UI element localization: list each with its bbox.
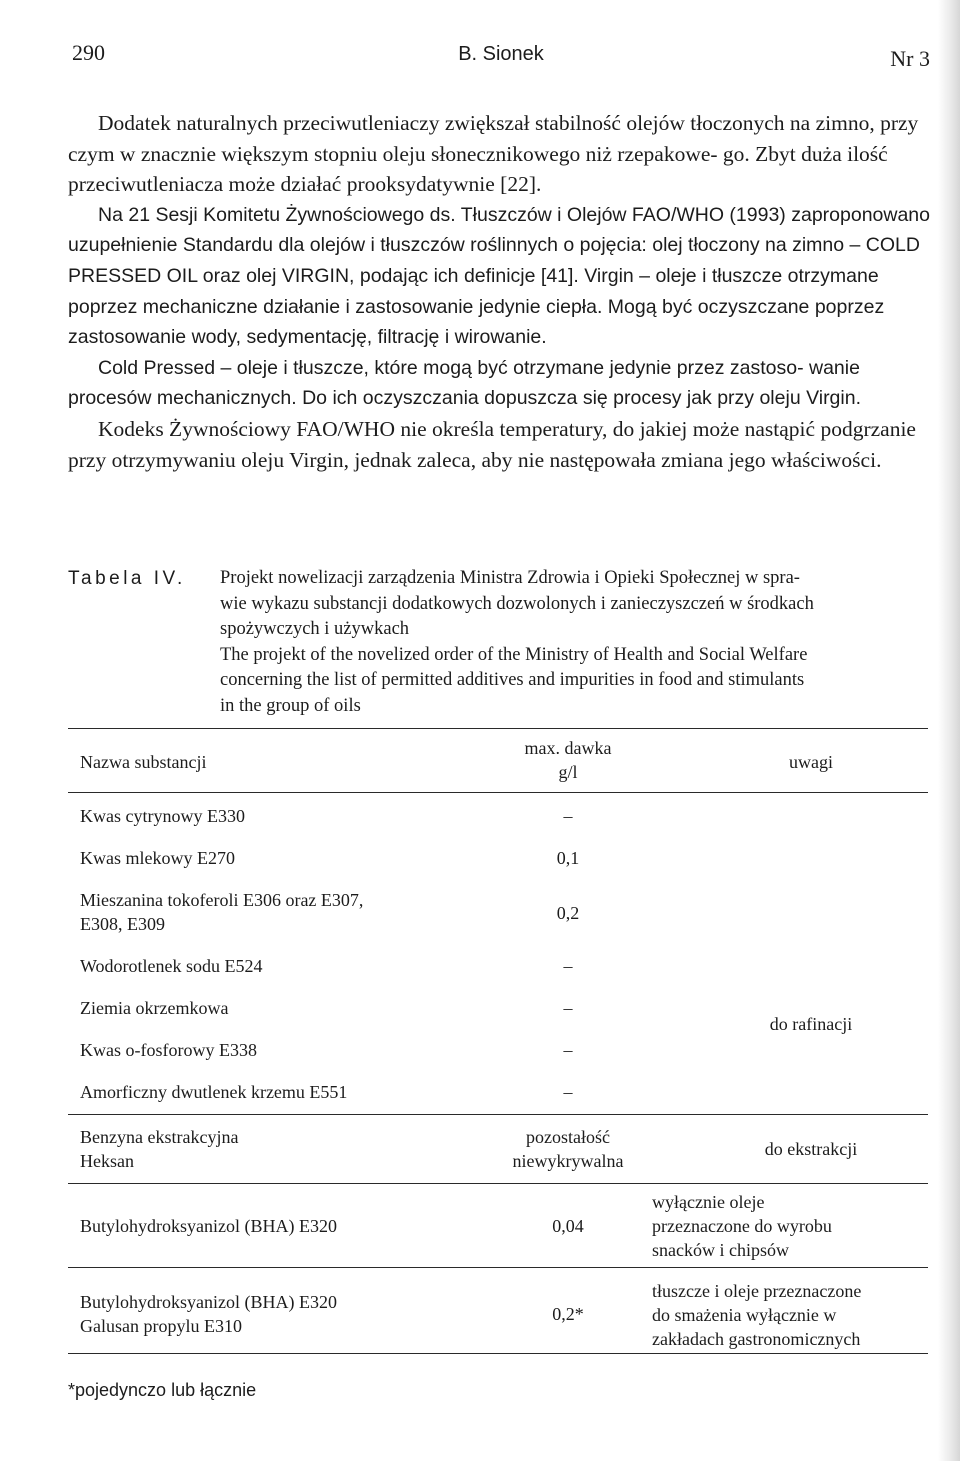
row-dose: 0,1 xyxy=(556,848,580,868)
row-dose: – xyxy=(563,998,573,1018)
row-dose: 0,04 xyxy=(552,1216,584,1236)
row-name: Ziemia okrzemkowa xyxy=(80,998,229,1018)
row-name-line: Heksan xyxy=(80,1151,134,1171)
row-name-line: Mieszanina tokoferoli E306 oraz E307, xyxy=(80,890,364,910)
table-label: Tabela IV. xyxy=(68,568,186,589)
row-name: Kwas o-fosforowy E338 xyxy=(80,1040,257,1060)
table-rule-header xyxy=(68,792,928,793)
header-dose-unit: g/l xyxy=(558,762,578,782)
row-note xyxy=(652,1279,861,1351)
running-title: B. Sionek xyxy=(458,43,544,65)
row-name xyxy=(80,888,363,936)
row-name-line: Galusan propylu E310 xyxy=(80,1316,242,1336)
row-note-line: tłuszcze i oleje przeznaczone xyxy=(652,1281,862,1301)
row-name xyxy=(80,1125,238,1173)
paragraph-2: Na 21 Sesji Komitetu Żywnościowego ds. Tłuszczów i Olejów FAO/WHO (1993) zaproponowano uzupełnienie Standardu dla olejów i tłuszczów roślinnych o pojęcia: olej tłoczony na zimno – COLD PRESSED OIL oraz olej VIRGIN, podając ich definicje [41]. Virgin – oleje i tłuszcze otrzymane poprzez mechaniczne działanie i zastosowanie jedynie ciepła. Mogą być oczyszczane poprzez zastosowanie wody, sedymentację, filtrację i wirowanie. xyxy=(68,203,930,349)
caption-en-line: The projekt of the novelized order of the Ministry of Health and Social Welfare xyxy=(220,644,808,665)
caption-pl-line: spożywczych i używkach xyxy=(220,619,410,639)
row-name-line: E308, E309 xyxy=(80,914,165,934)
row-dose: 0,2* xyxy=(552,1304,584,1324)
row-dose: – xyxy=(563,1040,573,1060)
table-caption xyxy=(68,566,930,719)
header-notes: uwagi xyxy=(789,752,833,772)
refining-note: do rafinacji xyxy=(769,1014,853,1034)
row-name: Kwas cytrynowy E330 xyxy=(80,806,245,826)
row-note-line: do smażenia wyłącznie w xyxy=(652,1305,837,1325)
table-rule-top xyxy=(68,728,928,729)
body-text xyxy=(68,108,930,475)
journal-number: Nr 3 xyxy=(890,46,930,71)
caption-en-line: concerning the list of permitted additives and impurities in food and stimulants xyxy=(220,670,805,690)
row-dose: – xyxy=(563,956,573,976)
footnote: *pojedynczo lub łącznie xyxy=(68,1380,257,1400)
page-number: 290 xyxy=(72,40,105,65)
row-name: Butylohydroksyanizol (BHA) E320 xyxy=(80,1216,337,1236)
additives-table xyxy=(68,728,928,1378)
row-name: Wodorotlenek sodu E524 xyxy=(80,956,263,976)
table-rule xyxy=(68,1183,928,1184)
row-name-line: Benzyna ekstrakcyjna xyxy=(80,1127,239,1147)
row-dose-line: niewykrywalna xyxy=(512,1151,624,1171)
row-dose-line: pozostałość xyxy=(526,1127,610,1147)
row-name-line: Butylohydroksyanizol (BHA) E320 xyxy=(80,1292,337,1312)
row-note-line: przeznaczone do wyrobu xyxy=(652,1216,832,1236)
paragraph-3: Cold Pressed – oleje i tłuszcze, które mogą być otrzymane jedynie przez zastoso- wanie procesów mechanicznych. Do ich oczyszczania dopuszcza się procesy jak przy oleju Virgin. xyxy=(68,356,861,410)
row-note-line: snacków i chipsów xyxy=(652,1240,789,1260)
row-dose: 0,2 xyxy=(556,903,580,923)
caption-pl-line: wie wykazu substancji dodatkowych dozwolonych i zanieczyszczeń w środkach xyxy=(220,593,814,614)
header-dose xyxy=(508,736,628,784)
table-rule xyxy=(68,1114,928,1115)
header-name: Nazwa substancji xyxy=(80,752,207,772)
row-dose: – xyxy=(563,1082,573,1102)
row-name: Amorficzny dwutlenek krzemu E551 xyxy=(80,1082,348,1102)
table-rule-bottom xyxy=(68,1353,928,1354)
page-header xyxy=(72,40,930,76)
row-note: do ekstrakcji xyxy=(764,1139,858,1159)
header-dose-line: max. dawka xyxy=(524,738,612,758)
row-dose xyxy=(488,1125,648,1173)
row-dose: – xyxy=(563,806,573,826)
row-name: Kwas mlekowy E270 xyxy=(80,848,235,868)
table-rule xyxy=(68,1267,928,1268)
caption-en-line: in the group of oils xyxy=(220,695,361,716)
row-note-line: wyłącznie oleje xyxy=(652,1192,765,1212)
paragraph-4: Kodeks Żywnościowy FAO/WHO nie określa temperatury, do jakiej może nastąpić podgrzanie przy otrzymywaniu oleju Virgin, jednak zaleca, aby nie następowała zmiana jego właściwości. xyxy=(68,416,916,472)
row-name xyxy=(80,1290,337,1338)
scan-edge-shadow xyxy=(938,0,960,1461)
row-note-line: zakładach gastronomicznych xyxy=(652,1329,861,1349)
caption-pl-line: Projekt nowelizacji zarządzenia Ministra Zdrowia i Opieki Społecznej w spra- xyxy=(220,568,800,588)
row-note xyxy=(652,1190,832,1262)
paragraph-1: Dodatek naturalnych przeciwutleniaczy zwiększał stabilność olejów tłoczonych na zimno, przy czym w znacznie większym stopniu oleju słonecznikowego niż rzepakowe- go. Zbyt duża ilość przeciwutleniacza może działać prooksydatywnie [22]. xyxy=(68,111,919,197)
